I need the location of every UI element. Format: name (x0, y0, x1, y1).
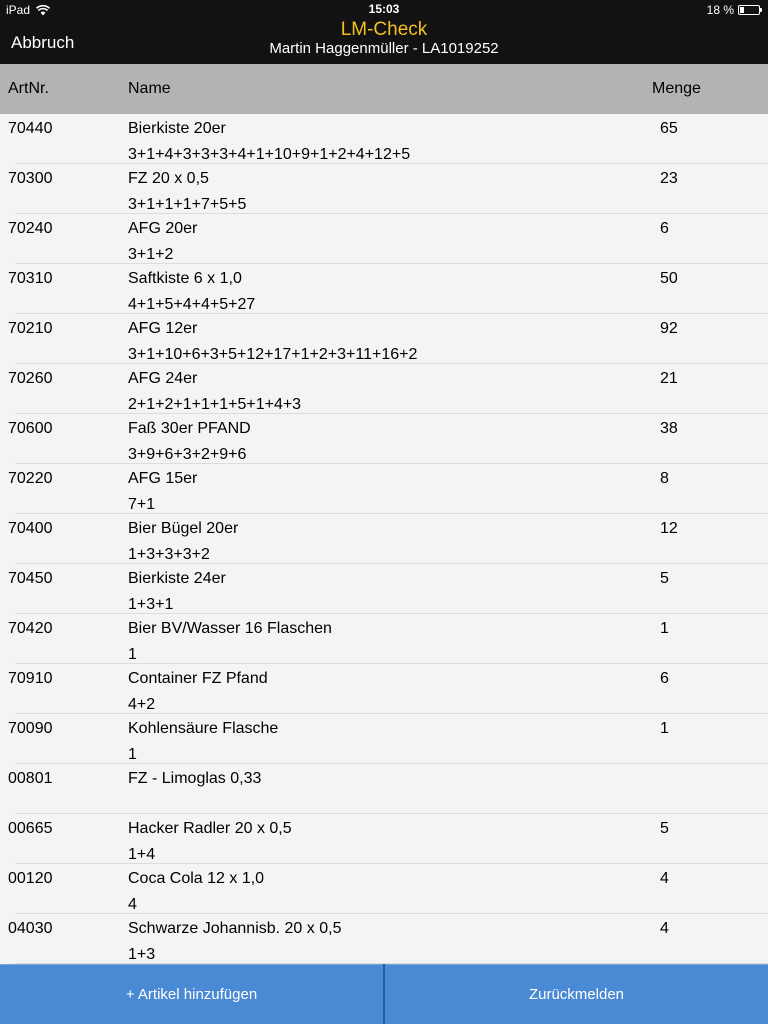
battery-icon (738, 5, 760, 15)
row-menge: 12 (660, 520, 678, 537)
row-artnr: 70210 (8, 320, 53, 337)
row-formula: 1+3+1 (128, 596, 174, 613)
table-row[interactable] (0, 564, 768, 614)
row-artnr: 00665 (8, 820, 53, 837)
row-formula: 4+1+5+4+4+5+27 (128, 296, 256, 313)
row-formula: 1 (128, 746, 137, 763)
table-row[interactable] (0, 914, 768, 964)
row-menge: 5 (660, 820, 669, 837)
row-menge: 1 (660, 620, 669, 637)
row-menge: 23 (660, 170, 678, 187)
row-artnr: 70260 (8, 370, 53, 387)
row-formula: 7+1 (128, 496, 156, 513)
row-formula: 2+1+2+1+1+1+5+1+4+3 (128, 396, 302, 413)
row-artnr: 00120 (8, 870, 53, 887)
report-back-button[interactable]: Zurückmelden (383, 964, 768, 1024)
column-header-menge: Menge (652, 80, 701, 97)
row-formula: 3+1+2 (128, 246, 174, 263)
table-row[interactable] (0, 614, 768, 664)
row-menge: 50 (660, 270, 678, 287)
table-row[interactable] (0, 664, 768, 714)
row-artnr: 04030 (8, 920, 53, 937)
row-menge: 4 (660, 870, 669, 887)
page-title: LM-Check (340, 19, 428, 40)
row-menge: 1 (660, 720, 669, 737)
row-formula: 1+4 (128, 846, 156, 863)
row-menge: 6 (660, 670, 669, 687)
row-artnr: 70910 (8, 670, 53, 687)
table-row[interactable] (0, 114, 768, 164)
row-artnr: 70310 (8, 270, 53, 287)
table-header (0, 64, 768, 114)
nav-bar (0, 0, 768, 64)
row-artnr: 70300 (8, 170, 53, 187)
row-name: Coca Cola 12 x 1,0 (128, 870, 265, 887)
row-menge: 65 (660, 120, 678, 137)
row-menge: 5 (660, 570, 669, 587)
status-time: 15:03 (368, 2, 400, 16)
row-name: Hacker Radler 20 x 0,5 (128, 820, 292, 837)
row-name: Container FZ Pfand (128, 670, 268, 687)
table-row[interactable] (0, 814, 768, 864)
table-row[interactable] (0, 714, 768, 764)
row-name: Bierkiste 20er (128, 120, 226, 137)
cancel-button[interactable]: Abbruch (11, 33, 75, 52)
row-artnr: 70090 (8, 720, 53, 737)
row-name: Bierkiste 24er (128, 570, 226, 587)
table-row[interactable] (0, 214, 768, 264)
row-name: Bier Bügel 20er (128, 520, 239, 537)
row-name: Faß 30er PFAND (128, 420, 251, 437)
row-menge: 8 (660, 470, 669, 487)
row-artnr: 70400 (8, 520, 53, 537)
row-name: AFG 12er (128, 320, 198, 337)
status-right (707, 3, 760, 17)
row-name: Saftkiste 6 x 1,0 (128, 270, 242, 287)
device-label: iPad (6, 3, 31, 17)
row-name: AFG 15er (128, 470, 198, 487)
column-header-name: Name (128, 80, 171, 97)
table-row[interactable] (0, 164, 768, 214)
row-artnr: 70450 (8, 570, 53, 587)
row-artnr: 70420 (8, 620, 53, 637)
row-name: AFG 24er (128, 370, 198, 387)
article-list[interactable] (0, 114, 768, 964)
table-row[interactable] (0, 464, 768, 514)
row-artnr: 70220 (8, 470, 53, 487)
row-formula: 1+3+3+3+2 (128, 546, 210, 563)
row-formula: 3+1+4+3+3+3+4+1+10+9+1+2+4+12+5 (128, 146, 411, 163)
row-artnr: 70440 (8, 120, 53, 137)
table-row[interactable] (0, 764, 768, 814)
row-menge: 6 (660, 220, 669, 237)
add-article-button[interactable]: + Artikel hinzufügen (0, 964, 383, 1024)
row-formula: 4+2 (128, 696, 156, 713)
row-formula: 3+1+1+1+7+5+5 (128, 196, 247, 213)
table-row[interactable] (0, 414, 768, 464)
row-name: AFG 20er (128, 220, 198, 237)
row-artnr: 70600 (8, 420, 53, 437)
table-row[interactable] (0, 314, 768, 364)
row-name: FZ 20 x 0,5 (128, 170, 209, 187)
row-artnr: 70240 (8, 220, 53, 237)
row-name: Kohlensäure Flasche (128, 720, 279, 737)
row-formula: 3+9+6+3+2+9+6 (128, 446, 247, 463)
row-menge: 21 (660, 370, 678, 387)
row-artnr: 00801 (8, 770, 53, 787)
row-menge: 92 (660, 320, 678, 337)
row-menge: 4 (660, 920, 669, 937)
page-subtitle: Martin Haggenmüller - LA1019252 (269, 40, 499, 57)
row-name: Bier BV/Wasser 16 Flaschen (128, 620, 332, 637)
row-menge: 38 (660, 420, 678, 437)
table-row[interactable] (0, 364, 768, 414)
table-row[interactable] (0, 864, 768, 914)
row-formula: 1+3 (128, 946, 156, 963)
row-name: Schwarze Johannisb. 20 x 0,5 (128, 920, 342, 937)
row-formula: 3+1+10+6+3+5+12+17+1+2+3+11+16+2 (128, 346, 418, 363)
column-header-artnr: ArtNr. (8, 80, 49, 97)
bottom-toolbar (0, 964, 768, 1024)
table-row[interactable] (0, 514, 768, 564)
row-name: FZ - Limoglas 0,33 (128, 770, 262, 787)
battery-percent: 18 % (706, 3, 734, 17)
row-formula: 4 (128, 896, 137, 913)
row-formula: 1 (128, 646, 137, 663)
table-row[interactable] (0, 264, 768, 314)
